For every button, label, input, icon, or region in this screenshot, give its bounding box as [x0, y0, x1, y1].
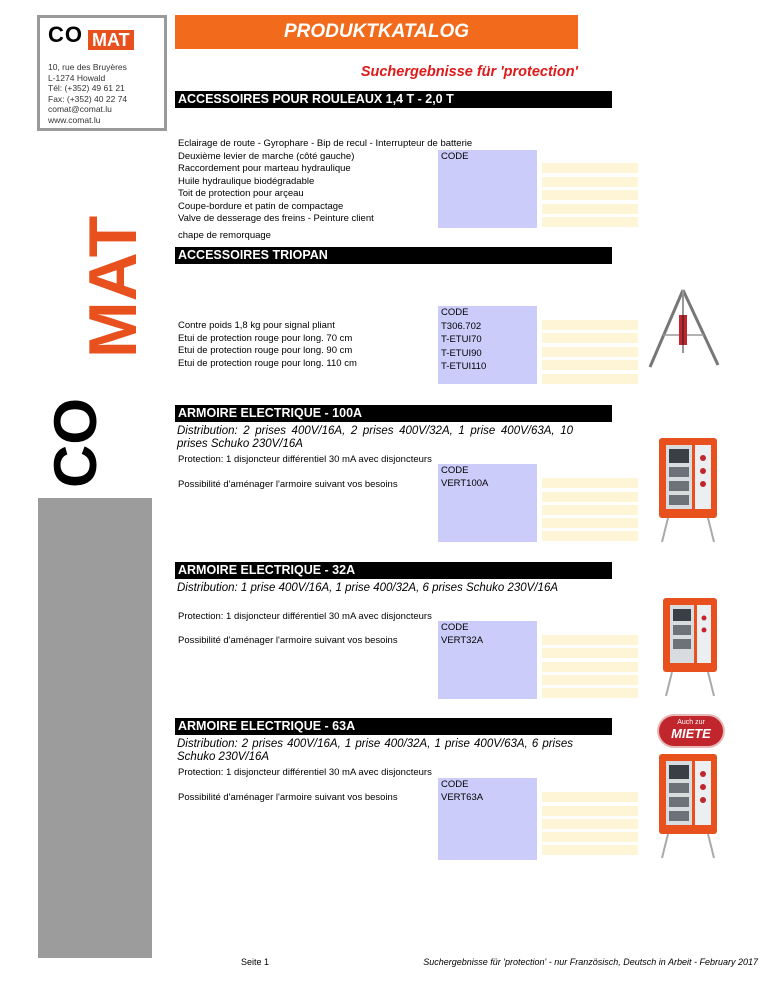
logo-mat-text: MAT: [88, 30, 134, 50]
protection-text: Protection: 1 disjoncteur différentiel 30 mA avec disjoncteurs: [178, 767, 432, 778]
table-row: [542, 675, 638, 685]
rental-badge: [659, 716, 723, 746]
footer-note: Suchergebnisse für 'protection' - nur Französisch, Deutsch in Arbeit - February 2017: [423, 957, 758, 967]
product-code: VERT32A: [441, 634, 484, 646]
electrical-cabinet-image: [656, 752, 724, 862]
list-item: Toit de protection pour arçeau: [178, 188, 304, 199]
list-item: chape de remorquage: [178, 229, 271, 241]
distribution-text: Distribution: 1 prise 400V/16A, 1 prise 400/32A, 6 prises Schuko 230V/16A: [177, 582, 559, 594]
triopan-tripod-image: [638, 285, 728, 375]
electrical-cabinet-image: [656, 436, 724, 546]
table-row: [542, 492, 638, 502]
address-line: 10, rue des Bruyères: [48, 62, 127, 72]
table-row: [542, 806, 638, 816]
possibility-text: Possibilité d'aménager l'armoire suivant vos besoins: [178, 635, 398, 646]
triopan-item-list: [178, 320, 428, 370]
distribution-text: Distribution: 2 prises 400V/16A, 2 prises 400V/32A, 1 prise 400V/63A, 10 prises Schuko 230V/16A: [177, 425, 573, 450]
sidebar-gray-panel: [38, 498, 152, 958]
code-box: [438, 621, 537, 699]
address-line: L-1274 Howald: [48, 72, 106, 83]
sidebar-co-text: CO: [42, 398, 109, 488]
sidebar-mat-logo: [75, 158, 151, 358]
code-header: CODE: [441, 779, 469, 790]
list-item: Eclairage de route - Gyrophare - Bip de recul - Interrupteur de batterie: [178, 138, 473, 149]
table-row: [542, 518, 638, 528]
list-item: Etui de protection rouge pour long. 70 cm: [178, 332, 353, 344]
table-row: [542, 845, 638, 855]
table-row: [542, 347, 638, 357]
list-item: Etui de protection rouge pour long. 110 cm: [178, 357, 357, 369]
logo-co-text: CO: [48, 22, 83, 47]
table-row: [542, 505, 638, 515]
section-header-armoire-63a: ARMOIRE ELECTRIQUE - 63A: [175, 718, 612, 735]
product-code: VERT63A: [441, 791, 484, 803]
company-address: [48, 62, 127, 125]
badge-title: MIETE: [671, 726, 711, 741]
distribution-text: Distribution: 2 prises 400V/16A, 1 prise 400/32A, 1 prise 400V/63A, 6 prises Schuko 230V/16A: [177, 738, 573, 763]
list-item: Etui de protection rouge pour long. 90 cm: [178, 345, 353, 356]
section-header-rouleaux: ACCESSOIRES POUR ROULEAUX 1,4 T - 2,0 T: [175, 91, 612, 108]
electrical-cabinet-image: [660, 596, 724, 700]
fax-line: Fax: (+352) 40 22 74: [48, 93, 128, 104]
product-code: T-ETUI90: [441, 347, 482, 359]
table-row: [542, 648, 638, 658]
company-logo: [37, 15, 167, 131]
list-item: Huile hydraulique biodégradable: [178, 175, 315, 187]
code-box: [438, 778, 537, 860]
search-results-title: Suchergebnisse für 'protection': [360, 64, 578, 80]
code-box: [438, 464, 537, 542]
code-header: CODE: [441, 465, 469, 476]
section-header-armoire-32a: ARMOIRE ELECTRIQUE - 32A: [175, 562, 612, 579]
table-row: [542, 217, 638, 227]
phone-line: Tél: (+352) 49 61 21: [48, 83, 125, 93]
list-item: Valve de desserage des freins - Peinture client: [178, 213, 374, 224]
list-item: Raccordement pour marteau hydraulique: [178, 163, 351, 174]
code-box: [438, 150, 537, 228]
product-code: VERT100A: [441, 477, 489, 489]
table-row: [542, 163, 638, 173]
product-code: T306.702: [441, 320, 482, 332]
sidebar-mat-text: MAT: [75, 215, 151, 358]
table-row: [542, 320, 638, 330]
table-row: [542, 792, 638, 802]
table-row: [542, 662, 638, 672]
table-row: [542, 177, 638, 187]
list-item: Deuxième levier de marche (côté gauche): [178, 150, 355, 162]
website-line: www.comat.lu: [48, 114, 101, 125]
code-box: [438, 306, 537, 384]
table-row: [542, 333, 638, 343]
code-header: CODE: [441, 622, 469, 633]
possibility-text: Possibilité d'aménager l'armoire suivant vos besoins: [178, 479, 398, 490]
table-row: [542, 635, 638, 645]
section-header-triopan: ACCESSOIRES TRIOPAN: [175, 247, 612, 264]
sidebar-co-logo: [42, 360, 109, 490]
table-row: [542, 204, 638, 214]
table-row: [542, 374, 638, 384]
table-row: [542, 688, 638, 698]
page-number: Seite 1: [241, 957, 270, 967]
protection-text: Protection: 1 disjoncteur différentiel 30 mA avec disjoncteurs: [178, 611, 432, 622]
table-row: [542, 819, 638, 829]
section-header-armoire-100a: ARMOIRE ELECTRIQUE - 100A: [175, 405, 612, 422]
product-code: T-ETUI70: [441, 334, 482, 345]
table-row: [542, 190, 638, 200]
list-item: Coupe-bordure et patin de compactage: [178, 200, 344, 212]
table-row: [542, 531, 638, 541]
code-header: CODE: [441, 151, 469, 162]
product-code: T-ETUI110: [441, 361, 487, 372]
table-row: [542, 478, 638, 488]
table-row: [542, 832, 638, 842]
possibility-text: Possibilité d'aménager l'armoire suivant vos besoins: [178, 792, 398, 803]
code-header: CODE: [441, 307, 469, 318]
email-line: comat@comat.lu: [48, 104, 112, 114]
catalog-title: PRODUKTKATALOG: [175, 15, 578, 49]
badge-subtitle: Auch zur: [677, 719, 705, 726]
list-item: Contre poids 1,8 kg pour signal pliant: [178, 320, 335, 331]
table-row: [542, 360, 638, 370]
protection-text: Protection: 1 disjoncteur différentiel 30 mA avec disjoncteurs: [178, 454, 432, 465]
